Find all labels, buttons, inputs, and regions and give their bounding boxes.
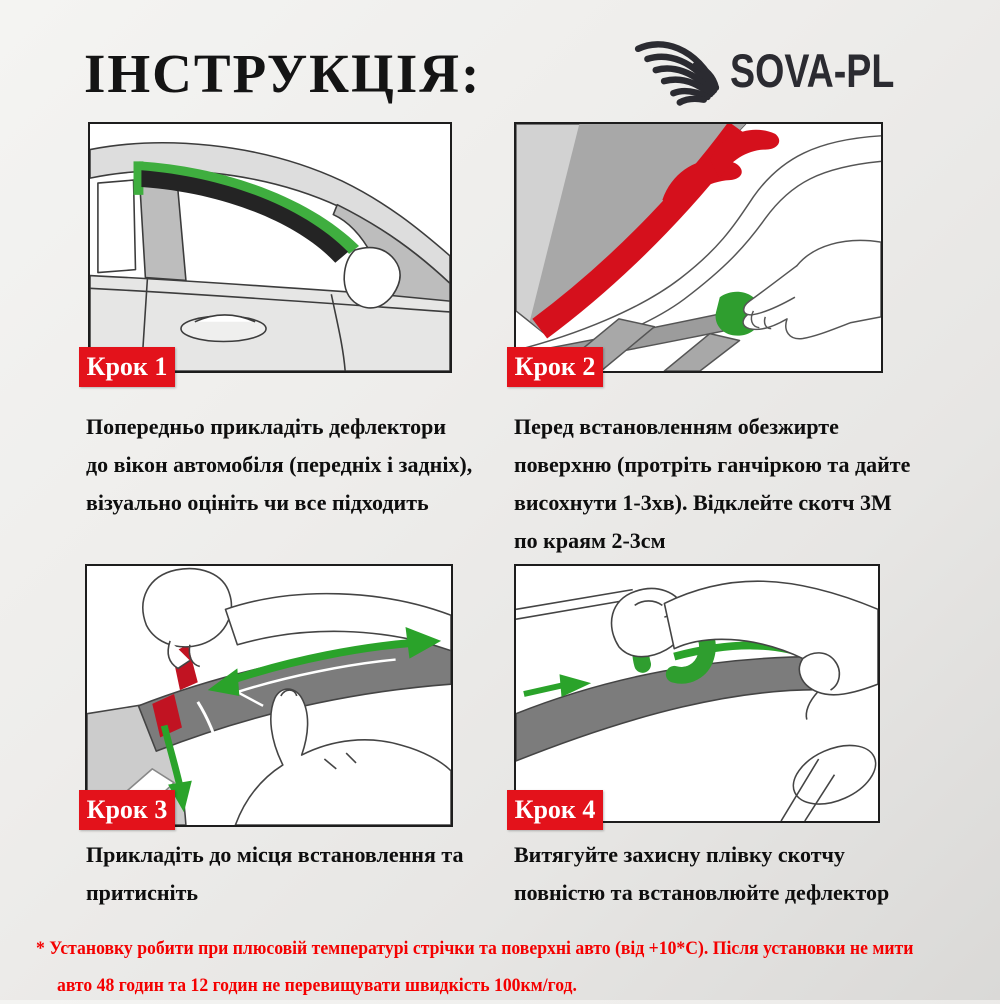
brand-name: SOVA-PL [730,44,895,97]
step4-description [514,836,889,912]
step4-badge [507,790,603,830]
step3-badge-label: Крок 3 [86,795,168,824]
step1-badge [79,347,175,387]
footnote-line: авто 48 годин та 12 годин не перевищувати швидкість 100км/год. [57,975,577,996]
step1-line: до вікон автомобіля (передніх і задніх), [86,452,473,477]
step2-line: поверхню (протріть ганчіркою та дайте [514,452,911,477]
step3-line: Прикладіть до місця встановлення та [86,842,464,867]
footnote-line: Установку робити при плюсовій температурі стрічки та поверхні авто (від +10*С). Після установки не мити [49,938,914,959]
step1-line: візуально оцініть чи все підходить [86,490,429,515]
step4-badge-label: Крок 4 [514,795,596,824]
step2-panel [514,122,883,373]
step2-line: висохнути 1-3хв). Відклейте скотч 3М [514,490,892,515]
step3-illustration [87,566,451,825]
step3-panel [85,564,453,827]
page-title: ІНСТРУКЦІЯ: [84,43,482,104]
step4-illustration [516,566,878,821]
step2-line: Перед встановленням обезжирте [514,414,839,439]
step2-badge-label: Крок 2 [514,352,596,381]
step3-description [86,836,463,912]
step1-line: Попередньо прикладіть дефлектори [86,414,447,439]
step1-description [86,408,472,522]
door-handle [181,315,266,342]
footnote [36,930,979,1004]
step4-line: повністю та встановлюйте дефлектор [514,880,890,905]
step1-badge-label: Крок 1 [86,352,168,381]
step4-panel [514,564,880,823]
step2-illustration [516,124,881,371]
wing-icon [628,34,726,108]
step2-description [514,408,910,560]
step1-panel [88,122,452,373]
step3-line: притисніть [86,880,199,905]
step1-illustration [90,124,450,371]
footnote-marker: * [36,938,45,959]
step2-badge [507,347,603,387]
step2-line: по краям 2-3см [514,528,666,553]
brand-logo [628,34,935,108]
step3-badge [79,790,175,830]
step4-line: Витягуйте захисну плівку скотчу [514,842,845,867]
